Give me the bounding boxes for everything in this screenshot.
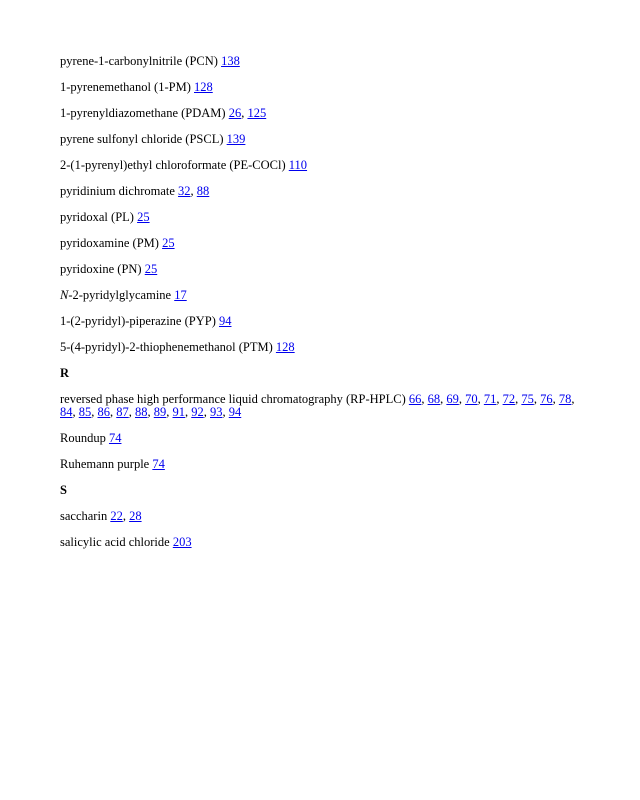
page-reference-link[interactable]: 32 xyxy=(178,184,191,198)
index-entry xyxy=(60,510,585,523)
page-reference-link[interactable]: 66 xyxy=(408,392,422,406)
page-reference-link[interactable]: 75 xyxy=(521,392,534,406)
page-ref-separator: , xyxy=(421,392,428,406)
page-reference-link[interactable]: 138 xyxy=(221,54,240,68)
page-reference-link[interactable]: 139 xyxy=(226,132,246,146)
page-reference-link[interactable]: 89 xyxy=(153,405,167,419)
page-ref-separator: , xyxy=(190,184,197,198)
index-term: 1-pyrenemethanol (1-PM) xyxy=(60,80,191,94)
index-term: 5-(4-pyridyl)-2-thiophenemethanol (PTM) xyxy=(60,340,273,354)
index-entry xyxy=(60,341,585,354)
index-page xyxy=(60,55,585,562)
page-reference-link[interactable]: 22 xyxy=(110,509,123,523)
page-ref-separator: , xyxy=(496,392,503,406)
index-term: pyridoxamine (PM) xyxy=(60,236,159,250)
page-reference-link[interactable]: 86 xyxy=(97,405,110,419)
index-term: pyrene-1-carbonylnitrile (PCN) xyxy=(60,54,218,68)
page-ref-separator: , xyxy=(203,405,210,419)
index-letter-heading: R xyxy=(60,366,70,380)
page-reference-link[interactable]: 78 xyxy=(558,392,572,406)
index-term: pyridoxine (PN) xyxy=(60,262,142,276)
index-term: Roundup xyxy=(60,431,106,445)
page-ref-separator: , xyxy=(147,405,154,419)
page-reference-link[interactable]: 128 xyxy=(275,340,295,354)
index-term: saccharin xyxy=(60,509,108,523)
page-reference-link[interactable]: 76 xyxy=(540,392,553,406)
index-term: -2-pyridylglycamine xyxy=(68,288,172,302)
page-reference-link[interactable]: 71 xyxy=(483,392,497,406)
index-entry xyxy=(60,458,585,471)
index-term: reversed phase high performance liquid chromatography (RP-HPLC) xyxy=(60,392,406,406)
page-ref-separator: , xyxy=(515,392,522,406)
page-reference-link[interactable]: 203 xyxy=(172,535,192,549)
index-entry xyxy=(60,211,585,224)
page-reference-link[interactable]: 25 xyxy=(144,262,158,276)
page-ref-separator: , xyxy=(122,509,130,523)
index-entry xyxy=(60,107,585,120)
page-ref-separator: , xyxy=(185,405,192,419)
page-reference-link[interactable]: 17 xyxy=(174,288,187,302)
page-reference-link[interactable]: 74 xyxy=(152,457,165,471)
index-term: Ruhemann purple xyxy=(60,457,150,471)
page-reference-link[interactable]: 94 xyxy=(218,314,232,328)
page-reference-link[interactable]: 69 xyxy=(446,392,459,406)
page-reference-link[interactable]: 70 xyxy=(465,392,478,406)
index-entry xyxy=(60,185,585,198)
index-term-italic-prefix: N xyxy=(60,288,69,302)
page-ref-separator: , xyxy=(440,392,447,406)
page-reference-link[interactable]: 25 xyxy=(162,236,175,250)
page-ref-separator: , xyxy=(91,405,98,419)
index-entry xyxy=(60,237,585,250)
index-entry xyxy=(60,159,585,172)
page-reference-link[interactable]: 68 xyxy=(427,392,441,406)
page-reference-link[interactable]: 92 xyxy=(191,405,204,419)
index-letter-heading: S xyxy=(60,483,67,497)
page-reference-link[interactable]: 88 xyxy=(196,184,210,198)
page-reference-link[interactable]: 74 xyxy=(108,431,122,445)
page-reference-link[interactable]: 93 xyxy=(210,405,223,419)
index-entry xyxy=(60,81,585,94)
page-reference-link[interactable]: 88 xyxy=(135,405,148,419)
index-entry xyxy=(60,315,585,328)
page-reference-link[interactable]: 128 xyxy=(194,80,213,94)
index-term: salicylic acid chloride xyxy=(60,535,170,549)
page-reference-link[interactable]: 84 xyxy=(60,405,73,419)
index-entry xyxy=(60,55,585,68)
page-ref-separator: , xyxy=(458,392,466,406)
page-ref-separator: , xyxy=(222,405,229,419)
index-entry xyxy=(60,263,585,276)
page-ref-separator: , xyxy=(477,392,484,406)
index-term: 1-pyrenyldiazomethane (PDAM) xyxy=(60,106,226,120)
page-ref-separator: , xyxy=(241,106,248,120)
index-entry xyxy=(60,393,585,419)
index-term: pyrene sulfonyl chloride (PSCL) xyxy=(60,132,224,146)
page-ref-separator: , xyxy=(72,405,79,419)
index-entry xyxy=(60,289,585,302)
index-entry xyxy=(60,536,585,549)
page-ref-separator: , xyxy=(552,392,559,406)
page-reference-link[interactable]: 25 xyxy=(137,210,150,224)
page-ref-separator: , xyxy=(166,405,173,419)
page-reference-link[interactable]: 26 xyxy=(228,106,242,120)
index-term: 1-(2-pyridyl)-piperazine (PYP) xyxy=(60,314,216,328)
page-reference-link[interactable]: 91 xyxy=(172,405,185,419)
index-term: pyridinium dichromate xyxy=(60,184,175,198)
page-ref-separator: , xyxy=(571,392,575,406)
index-term: pyridoxal (PL) xyxy=(60,210,134,224)
page-ref-separator: , xyxy=(533,392,541,406)
page-reference-link[interactable]: 72 xyxy=(502,392,516,406)
page-reference-link[interactable]: 87 xyxy=(116,405,129,419)
index-entry xyxy=(60,133,585,146)
page-reference-link[interactable]: 85 xyxy=(78,405,92,419)
page-ref-separator: , xyxy=(128,405,135,419)
page-ref-separator: , xyxy=(110,405,117,419)
page-reference-link[interactable]: 28 xyxy=(129,509,142,523)
page-reference-link[interactable]: 110 xyxy=(288,158,308,172)
index-term: 2-(1-pyrenyl)ethyl chloroformate (PE-COCl) xyxy=(60,158,286,172)
page-reference-link[interactable]: 125 xyxy=(247,106,267,120)
index-entry xyxy=(60,432,585,445)
page-reference-link[interactable]: 94 xyxy=(228,405,242,419)
